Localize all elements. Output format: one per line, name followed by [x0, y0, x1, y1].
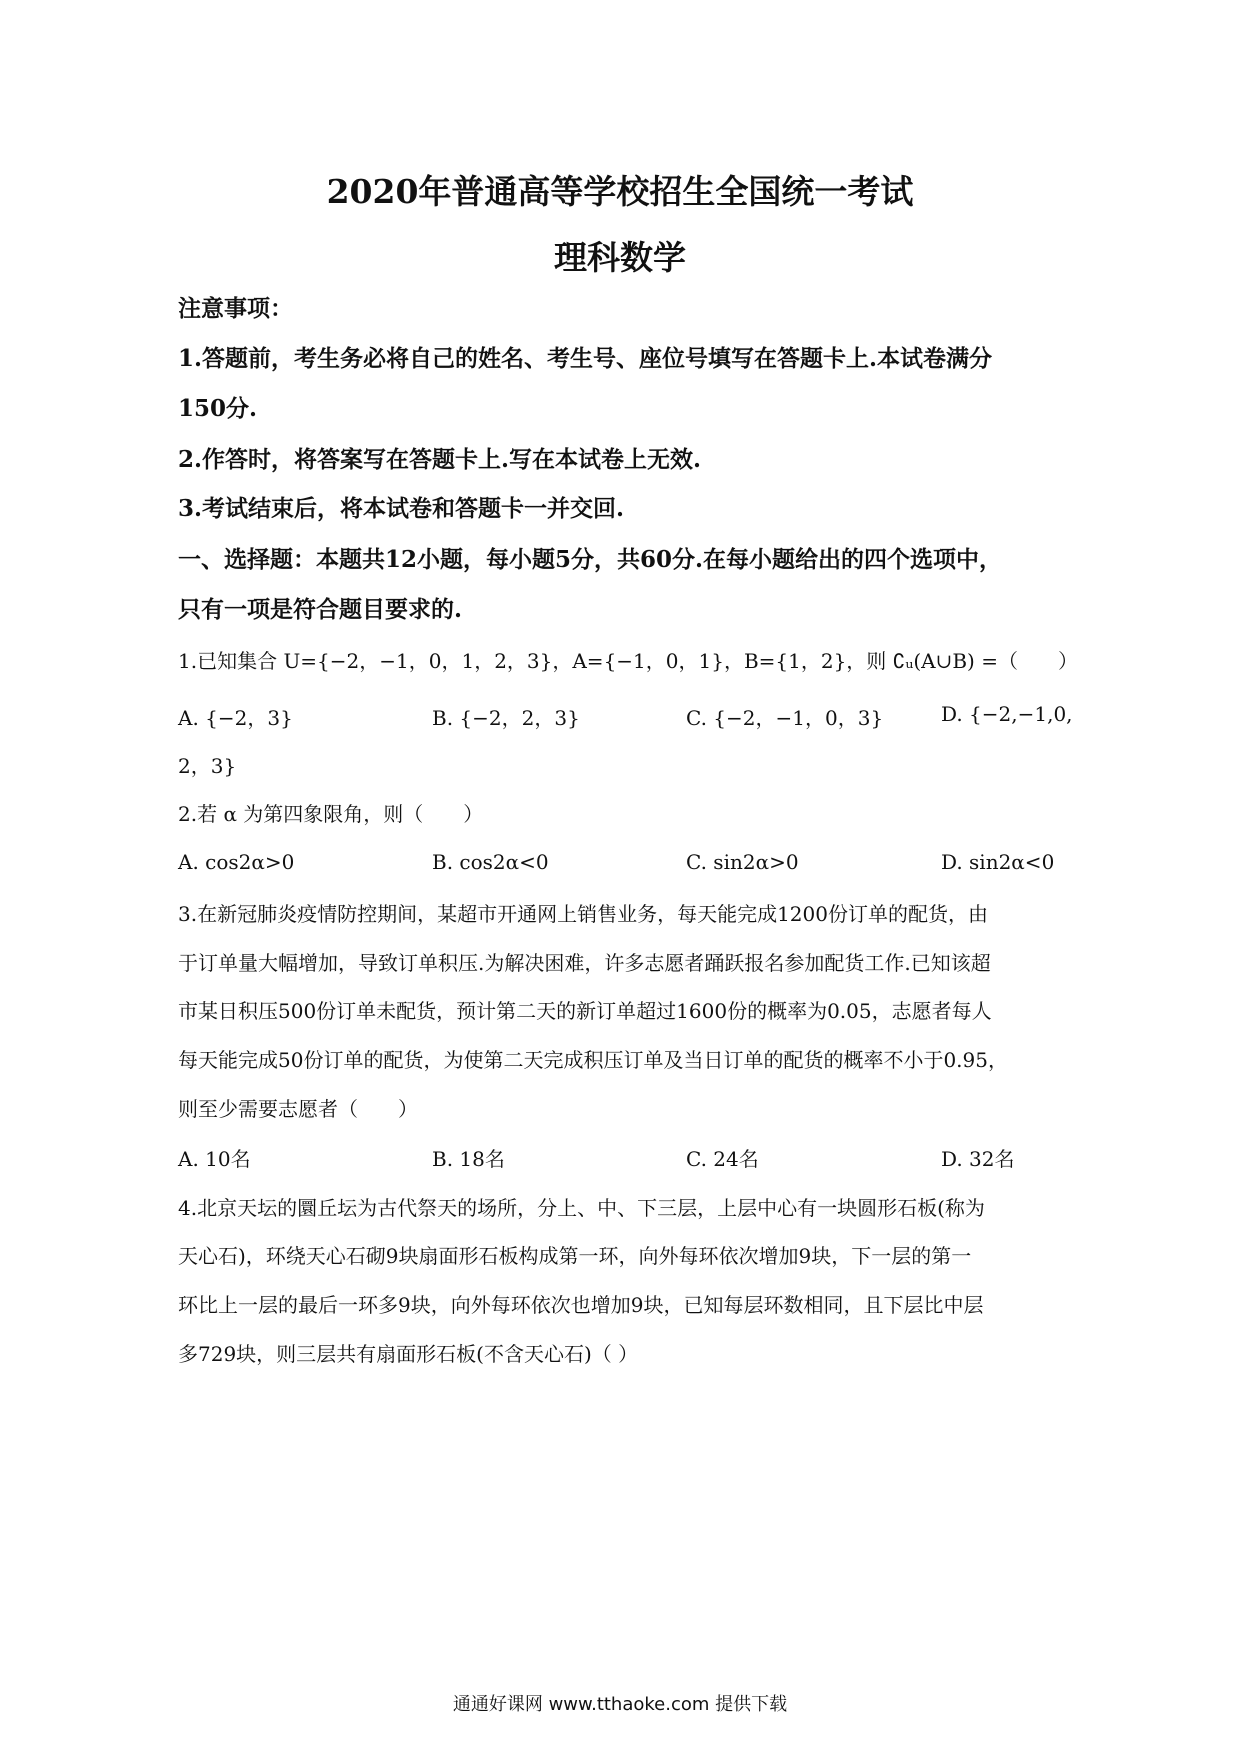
question-3-line-5: 则至少需要志愿者（ ）	[178, 1097, 418, 1121]
question-2-option-b: B. cos2α<0	[432, 850, 549, 874]
exam-title: 2020年普通高等学校招生全国统一考试	[326, 172, 914, 211]
question-3-option-d: D. 32名	[941, 1147, 1015, 1171]
question-3-line-1: 3.在新冠肺炎疫情防控期间，某超市开通网上销售业务，每天能完成1200份订单的配货，由	[178, 902, 988, 926]
section-heading-cont: 只有一项是符合题目要求的.	[178, 596, 463, 623]
question-2-option-a: A. cos2α>0	[178, 850, 295, 874]
question-4-line-4: 多729块，则三层共有扇面形石板(不含天心石)（ ）	[178, 1342, 639, 1366]
question-2-option-c: C. sin2α>0	[686, 850, 799, 874]
footer-text: 通通好课网 www.tthaoke.com 提供下载	[452, 1694, 788, 1715]
notice-heading: 注意事项：	[178, 295, 293, 322]
question-4-line-2: 天心石)，环绕天心石砌9块扇面形石板构成第一环，向外每环依次增加9块，下一层的第一	[178, 1244, 972, 1268]
question-3-option-b: B. 18名	[432, 1147, 505, 1171]
question-3-line-4: 每天能完成50份订单的配货，为使第二天完成积压订单及当日订单的配货的概率不小于0.95，	[178, 1048, 1008, 1072]
question-1-option-a: A. {−2，3}	[178, 706, 293, 730]
question-1-option-d-cont: 2，3}	[178, 754, 237, 778]
exam-subtitle: 理科数学	[554, 238, 686, 277]
question-4-line-1: 4.北京天坛的圜丘坛为古代祭天的场所，分上、中、下三层，上层中心有一块圆形石板(称为	[178, 1196, 985, 1220]
question-3-line-2: 于订单量大幅增加，导致订单积压.为解决困难，许多志愿者踊跃报名参加配货工作.已知该超	[178, 951, 991, 975]
question-3-option-c: C. 24名	[686, 1147, 759, 1171]
question-1-option-d: D. {−2,−1,0,	[941, 702, 1073, 726]
section-heading: 一、选择题：本题共12小题，每小题5分，共60分.在每小题给出的四个选项中，	[178, 546, 1003, 573]
question-3-option-a: A. 10名	[178, 1147, 251, 1171]
question-4-line-3: 环比上一层的最后一环多9块，向外每环依次也增加9块，已知每层环数相同，且下层比中层	[178, 1293, 984, 1317]
notice-item-3: 3.考试结束后，将本试卷和答题卡一并交回.	[178, 495, 625, 522]
notice-item-2: 2.作答时，将答案写在答题卡上.写在本试卷上无效.	[178, 446, 702, 473]
question-2-stem: 2.若 α 为第四象限角，则（ ）	[178, 802, 484, 826]
notice-item-1-cont: 150分.	[178, 395, 258, 422]
notice-item-1: 1.答题前，考生务必将自己的姓名、考生号、座位号填写在答题卡上.本试卷满分	[178, 345, 993, 372]
question-2-option-d: D. sin2α<0	[941, 850, 1055, 874]
question-1-stem: 1.已知集合 U={−2，−1，0，1，2，3}，A={−1，0，1}，B={1，2}，则 ∁ᵤ(A∪B) =（ ）	[178, 649, 1078, 673]
question-1-option-c: C. {−2，−1，0，3}	[686, 706, 884, 730]
question-1-option-b: B. {−2，2，3}	[432, 706, 580, 730]
question-3-line-3: 市某日积压500份订单未配货，预计第二天的新订单超过1600份的概率为0.05，志愿者每人	[178, 999, 992, 1023]
